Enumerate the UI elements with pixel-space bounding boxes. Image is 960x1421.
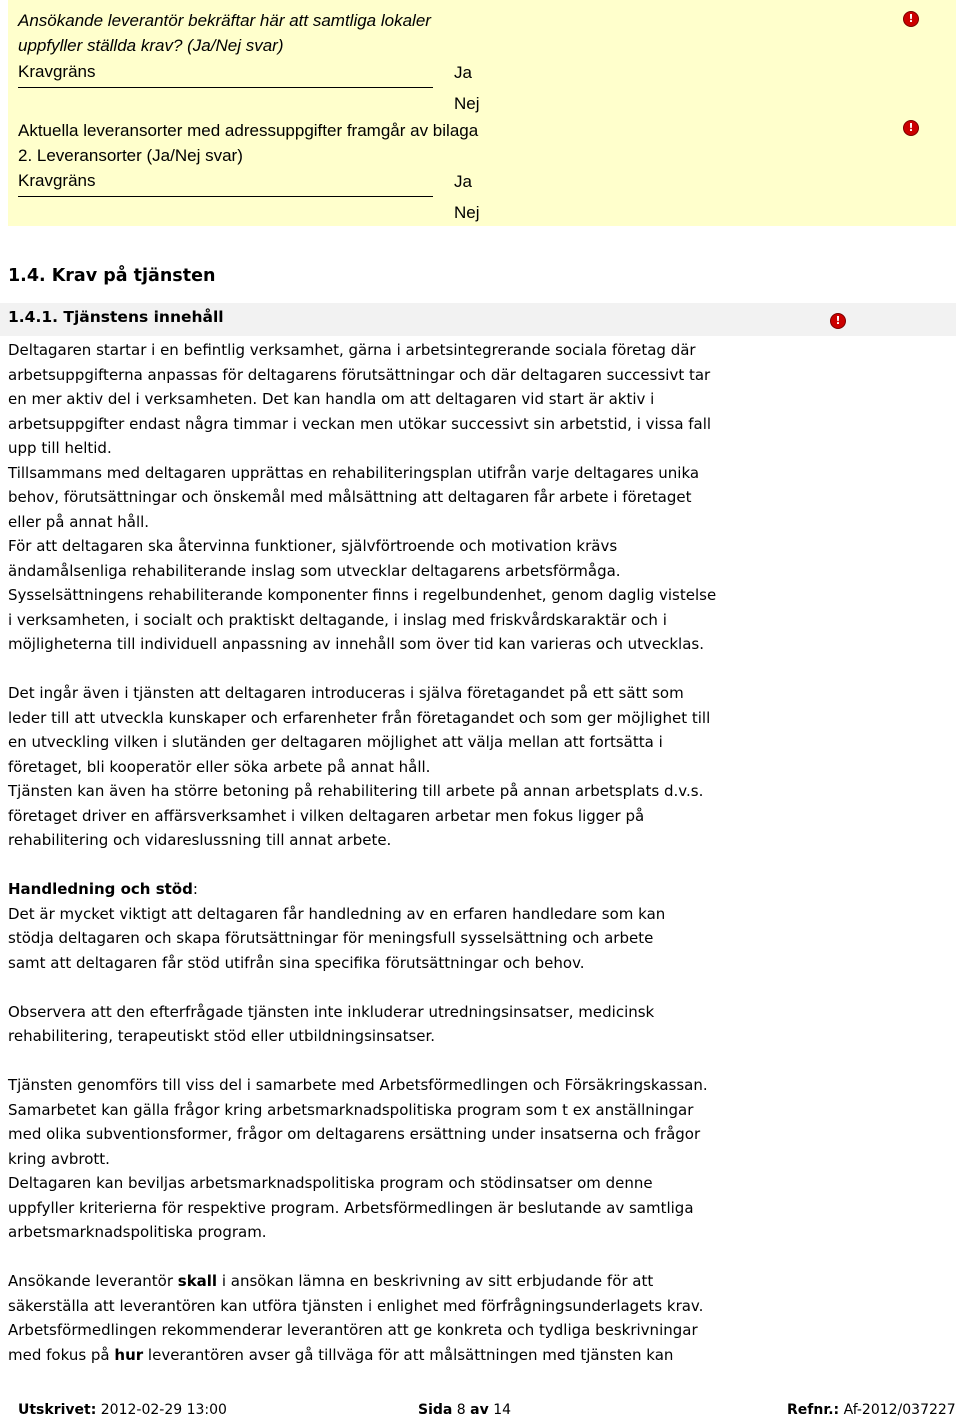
warning-icon: ! bbox=[830, 313, 846, 329]
body-line: en mer aktiv del i verksamheten. Det kan handla om att deltagaren vid start är aktiv i bbox=[8, 390, 655, 408]
page-value: 8 bbox=[452, 1402, 471, 1418]
section-heading: 1.4. Krav på tjänsten bbox=[8, 266, 216, 286]
ref-label: Refnr.: bbox=[787, 1402, 840, 1418]
text-run: leverantören avser gå tillväga för att målsättningen med tjänsten kan bbox=[143, 1345, 674, 1364]
requirement-question-line: Aktuella leveransorter med adressuppgifter framgår av bilaga bbox=[18, 121, 479, 140]
requirement-question-line: uppfyller ställda krav? (Ja/Nej svar) bbox=[18, 36, 284, 55]
body-line: Deltagaren kan beviljas arbetsmarknadspolitiska program och stödinsatser om denne bbox=[8, 1174, 653, 1192]
text-run: med fokus på bbox=[8, 1345, 115, 1364]
body-line bbox=[8, 1269, 953, 1294]
emphasis-skall: skall bbox=[177, 1272, 218, 1290]
kravgrans-rule bbox=[18, 196, 433, 197]
text-run: i ansökan lämna en beskrivning av sitt erbjudande för att bbox=[217, 1272, 654, 1290]
printed-value: 2012-02-29 13:00 bbox=[96, 1402, 227, 1418]
body-line: arbetsmarknadspolitiska program. bbox=[8, 1223, 267, 1241]
body-line: upp till heltid. bbox=[8, 439, 112, 457]
body-line: Tillsammans med deltagaren upprättas en rehabiliteringsplan utifrån varje deltagares unika bbox=[8, 463, 700, 482]
body-line: en utveckling vilken i slutänden ger deltagaren möjlighet att välja mellan att fortsätta i bbox=[8, 733, 663, 751]
body-line: samt att deltagaren får stöd utifrån sina specifika förutsättningar och behov. bbox=[8, 953, 585, 972]
page-total: 14 bbox=[488, 1402, 512, 1418]
body-line: möjligheterna till individuell anpassning av innehåll som över tid kan varieras och utvecklas. bbox=[8, 635, 704, 653]
body-line: ändamålsenliga rehabiliterande inslag som utvecklar deltagarens arbetsförmåga. bbox=[8, 561, 621, 580]
footer-page bbox=[418, 1402, 511, 1418]
handledning-heading: Handledning och stöd bbox=[8, 880, 193, 898]
option-no[interactable]: Nej bbox=[454, 94, 480, 113]
body-line: Tjänsten kan även ha större betoning på rehabilitering till arbete på annan arbetsplats d.v.s. bbox=[8, 782, 704, 800]
body-line: rehabilitering och vidareslussning till annat arbete. bbox=[8, 831, 392, 849]
body-line: rehabilitering, terapeutiskt stöd eller utbildningsinsatser. bbox=[8, 1027, 436, 1045]
body-line: uppfyller kriterierna för respektive program. Arbetsförmedlingen är beslutande av samtliga bbox=[8, 1198, 694, 1217]
subsection-heading: 1.4.1. Tjänstens innehåll bbox=[8, 308, 224, 326]
option-yes[interactable]: Ja bbox=[454, 63, 472, 82]
body-line: Observera att den efterfrågade tjänsten inte inkluderar utredningsinsatser, medicinsk bbox=[8, 1002, 655, 1021]
body-line: Sysselsättningens rehabiliterande komponenter finns i regelbundenhet, genom daglig vistelse bbox=[8, 586, 717, 604]
text-run: Ansökande leverantör bbox=[8, 1272, 178, 1290]
body-line: företaget driver en affärsverksamhet i vilken deltagaren arbetar men fokus ligger på bbox=[8, 806, 645, 825]
kravgrans-label: Kravgräns bbox=[18, 171, 96, 190]
requirements-box bbox=[8, 0, 956, 226]
body-line: arbetsuppgifterna anpassas för deltagarens förutsättningar och där deltagaren successivt tar bbox=[8, 365, 711, 384]
option-no[interactable]: Nej bbox=[454, 203, 480, 222]
handledning-heading-line bbox=[8, 877, 953, 902]
body-line: med olika subventionsformer, frågor om deltagarens ersättning under insatserna och frågor bbox=[8, 1125, 701, 1143]
warning-icon: ! bbox=[903, 120, 919, 136]
body-line: Deltagaren startar i en befintlig verksamhet, gärna i arbetsintegrerande sociala företag där bbox=[8, 341, 696, 359]
body-line: säkerställa att leverantören kan utföra tjänsten i enlighet med förfrågningsunderlagets krav. bbox=[8, 1296, 704, 1315]
option-yes[interactable]: Ja bbox=[454, 172, 472, 191]
body-line: leder till att utveckla kunskaper och erfarenheter från företagandet och som ger möjlighet till bbox=[8, 708, 711, 727]
body-line: Tjänsten genomförs till viss del i samarbete med Arbetsförmedlingen och Försäkringskassan. bbox=[8, 1076, 708, 1094]
page-label: Sida bbox=[418, 1402, 453, 1418]
body-line: stödja deltagaren och skapa förutsättningar för meningsfull sysselsättning och arbete bbox=[8, 929, 654, 947]
body-line: Det är mycket viktigt att deltagaren får handledning av en erfaren handledare som kan bbox=[8, 904, 666, 923]
kravgrans-label: Kravgräns bbox=[18, 62, 96, 81]
body-line: Arbetsförmedlingen rekommenderar leverantören att ge konkreta och tydliga beskrivningar bbox=[8, 1321, 698, 1339]
page-of-label: av bbox=[470, 1402, 489, 1418]
body-line: arbetsuppgifter endast några timmar i veckan men utökar successivt sin arbetstid, i vissa fall bbox=[8, 414, 712, 433]
footer-printed bbox=[18, 1402, 227, 1418]
printed-label: Utskrivet: bbox=[18, 1402, 97, 1418]
body-line: behov, förutsättningar och önskemål med målsättning att deltagaren får arbete i företaget bbox=[8, 488, 692, 506]
body-text bbox=[8, 338, 953, 1367]
body-line: Samarbetet kan gälla frågor kring arbetsmarknadspolitiska program som t ex anställningar bbox=[8, 1100, 694, 1119]
kravgrans-rule bbox=[18, 87, 433, 88]
ref-value: Af-2012/037227 bbox=[839, 1402, 956, 1418]
body-line: i verksamheten, i socialt och praktiskt deltagande, i inslag med friskvårdskaraktär och i bbox=[8, 610, 667, 629]
warning-icon: ! bbox=[903, 11, 919, 27]
footer-ref bbox=[787, 1402, 956, 1418]
body-line: kring avbrott. bbox=[8, 1149, 110, 1168]
body-line: företaget, bli kooperatör eller söka arbete på annat håll. bbox=[8, 757, 431, 776]
page-footer bbox=[0, 1402, 960, 1421]
emphasis-hur: hur bbox=[114, 1345, 144, 1364]
requirement-question-line: 2. Leveransorter (Ja/Nej svar) bbox=[18, 146, 243, 165]
body-line: Det ingår även i tjänsten att deltagaren introduceras i själva företagandet på ett sätt som bbox=[8, 684, 684, 702]
body-line: För att deltagaren ska återvinna funktioner, självförtroende och motivation krävs bbox=[8, 537, 618, 555]
requirement-question-line: Ansökande leverantör bekräftar här att samtliga lokaler bbox=[18, 11, 431, 30]
handledning-colon: : bbox=[192, 880, 198, 898]
body-line bbox=[8, 1343, 953, 1368]
body-line: eller på annat håll. bbox=[8, 512, 150, 531]
